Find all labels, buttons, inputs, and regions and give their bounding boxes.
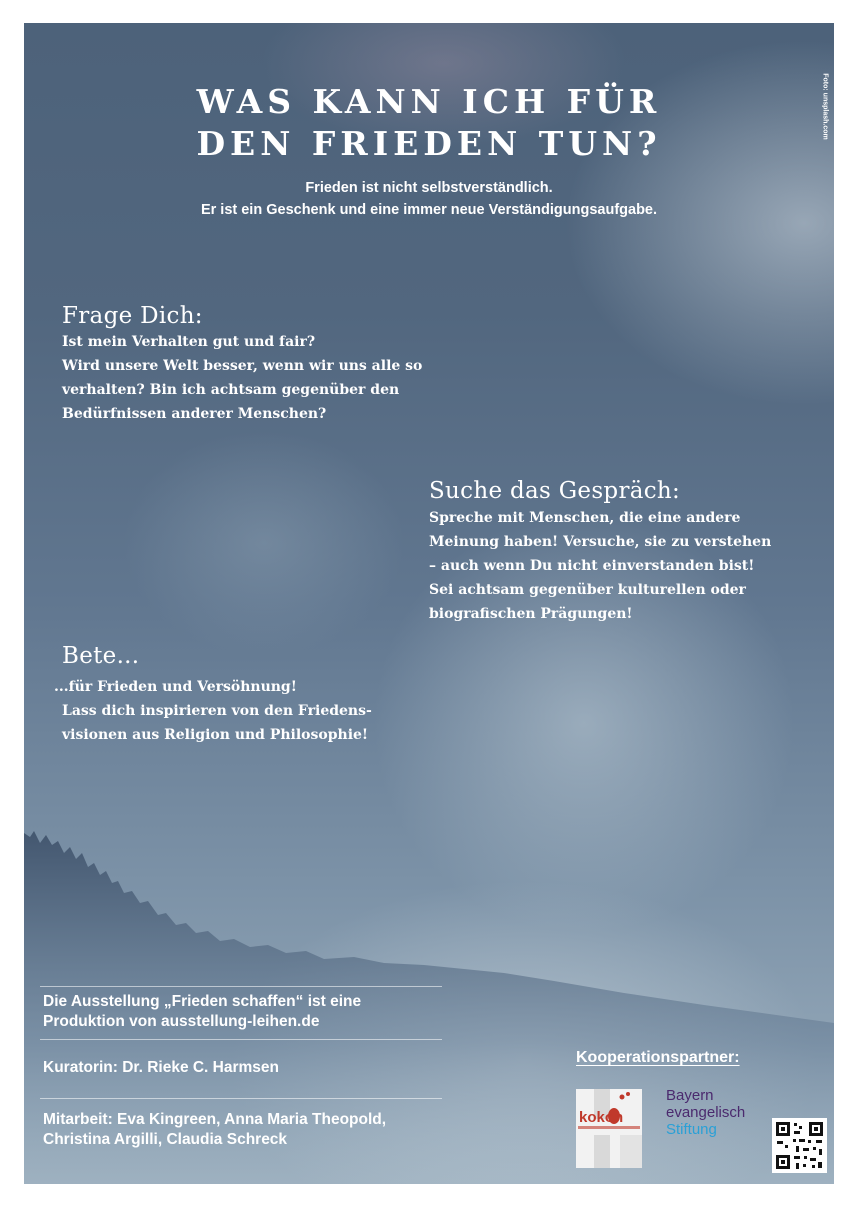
bayern-stiftung-logo (666, 1087, 766, 1167)
qr-code-icon (772, 1118, 827, 1173)
gespraech-heading: Suche das Gespräch: (429, 478, 681, 504)
frage-heading: Frage Dich: (62, 303, 203, 329)
divider (40, 986, 442, 987)
title-line: DEN FRIEDEN TUN? (196, 124, 662, 163)
text-line: Bedürfnissen anderer Menschen? (62, 406, 327, 422)
kokon-logo (576, 1089, 642, 1168)
logo-text: evangelisch (666, 1104, 746, 1121)
subtitle-line: Frieden ist nicht selbstverständlich. (305, 180, 553, 196)
text-line: – auch wenn Du nicht einverstanden bist! (429, 558, 755, 574)
text-line: Sei achtsam gegenüber kulturellen oder (429, 582, 746, 598)
text-line: biografischen Prägungen! (429, 606, 633, 622)
text-line: Lass dich inspirieren von den Friedens- (62, 703, 372, 719)
divider (40, 1039, 442, 1040)
text-line: Wird unsere Welt besser, wenn wir uns alle so (62, 358, 423, 374)
poster (24, 23, 834, 1184)
text-line: Christina Argilli, Claudia Schreck (43, 1131, 288, 1148)
subtitle (24, 177, 834, 221)
text-line: Kuratorin: Dr. Rieke C. Harmsen (43, 1059, 280, 1076)
text-line: visionen aus Religion und Philosophie! (62, 727, 369, 743)
kokon-logo-text: kokon (579, 1109, 624, 1126)
logo-text: Bayern (666, 1087, 714, 1104)
partners-heading: Kooperationspartner: (576, 1049, 740, 1066)
frage-body (62, 330, 422, 426)
production-credit (43, 992, 361, 1032)
page-title (24, 81, 834, 165)
text-line: Meinung haben! Versuche, sie zu verstehen (429, 534, 772, 550)
subtitle-line: Er ist ein Geschenk und eine immer neue Verständigungsaufgabe. (200, 202, 658, 218)
text-line: Ist mein Verhalten gut und fair? (62, 334, 316, 350)
text-line: Produktion von ausstellung-leihen.de (43, 1013, 320, 1030)
logo-text: Stiftung (666, 1121, 717, 1138)
gespraech-body (429, 506, 771, 626)
curator-credit (43, 1058, 279, 1078)
text-line: Mitarbeit: Eva Kingreen, Anna Maria Theopold, (43, 1111, 387, 1128)
staff-credit (43, 1110, 386, 1150)
text-line: Die Ausstellung „Frieden schaffen“ ist eine (43, 993, 362, 1010)
text-line: ...für Frieden und Versöhnung! (54, 679, 297, 695)
text-line: verhalten? Bin ich achtsam gegenüber den (62, 382, 400, 398)
photo-credit: Foto: unsplash.com (821, 73, 829, 140)
bete-heading: Bete... (62, 643, 140, 669)
kokon-logo-graphic (576, 1089, 642, 1168)
text-line: Spreche mit Menschen, die eine andere (429, 510, 741, 526)
divider (40, 1098, 442, 1099)
title-line: WAS KANN ICH FÜR (196, 82, 662, 121)
bete-body (54, 675, 372, 747)
